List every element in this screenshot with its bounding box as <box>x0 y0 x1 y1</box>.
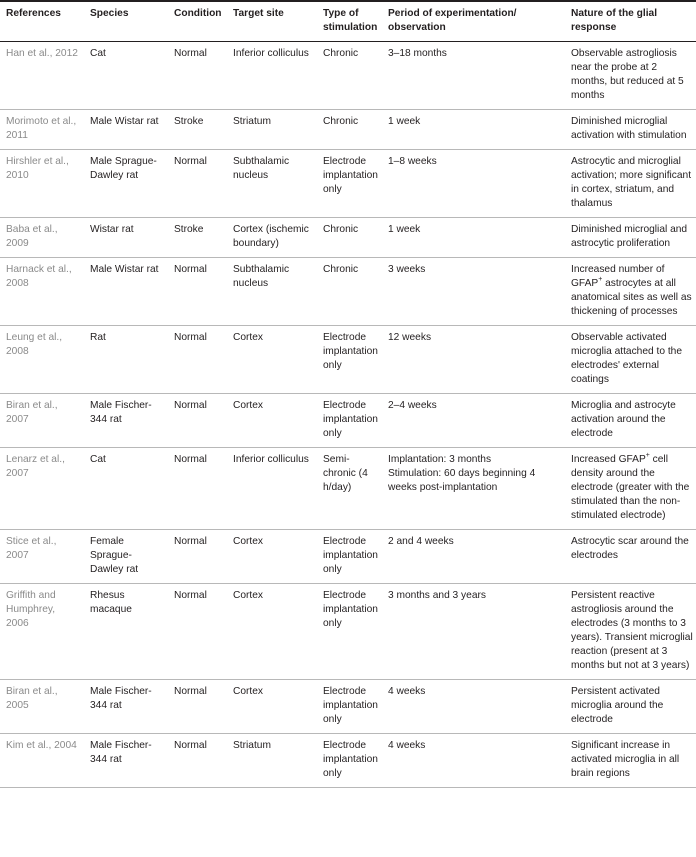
header-target-site: Target site <box>227 1 317 42</box>
cell-condition: Normal <box>168 258 227 326</box>
period-line: 1 week <box>388 116 421 127</box>
cell-target-site: Subthalamic nucleus <box>227 150 317 218</box>
cell-species: Male Fischer-344 rat <box>84 394 168 448</box>
header-references: References <box>0 1 84 42</box>
cell-stimulation: Electrode implantation only <box>317 394 382 448</box>
table-row <box>0 734 696 788</box>
cell-stimulation: Chronic <box>317 218 382 258</box>
table-row <box>0 448 696 530</box>
cell-species: Cat <box>84 42 168 110</box>
cell-target-site: Cortex <box>227 326 317 394</box>
cell-period <box>382 734 567 788</box>
cell-stimulation: Chronic <box>317 110 382 150</box>
cell-stimulation: Semi-chronic (4 h/day) <box>317 448 382 530</box>
superscript-plus: + <box>598 275 603 283</box>
cell-reference: Morimoto et al., 2011 <box>0 110 84 150</box>
period-line: 1 week <box>388 224 421 235</box>
cell-target-site: Striatum <box>227 734 317 788</box>
cell-species: Rhesus macaque <box>84 584 168 680</box>
cell-glial-response: Increased GFAP+ cell density around the electrode (greater with the stimulated than the non-stimulated electrode) <box>567 448 696 530</box>
cell-reference: Lenarz et al., 2007 <box>0 448 84 530</box>
cell-reference: Han et al., 2012 <box>0 42 84 110</box>
cell-condition: Normal <box>168 394 227 448</box>
period-line: 2 and 4 weeks <box>388 536 454 547</box>
cell-glial-response: Diminished microglial activation with stimulation <box>567 110 696 150</box>
header-species: Species <box>84 1 168 42</box>
cell-condition: Stroke <box>168 218 227 258</box>
cell-stimulation: Electrode implantation only <box>317 326 382 394</box>
cell-target-site: Inferior colliculus <box>227 448 317 530</box>
table-body <box>0 42 696 788</box>
cell-target-site: Cortex <box>227 584 317 680</box>
table-row <box>0 530 696 584</box>
cell-stimulation: Electrode implantation only <box>317 150 382 218</box>
cell-period <box>382 42 567 110</box>
cell-species: Male Fischer-344 rat <box>84 680 168 734</box>
cell-stimulation: Chronic <box>317 42 382 110</box>
period-line: 12 weeks <box>388 332 432 343</box>
cell-reference: Biran et al., 2005 <box>0 680 84 734</box>
period-line: 2–4 weeks <box>388 400 437 411</box>
cell-reference: Leung et al., 2008 <box>0 326 84 394</box>
table-header <box>0 1 696 42</box>
header-row <box>0 1 696 42</box>
cell-condition: Normal <box>168 42 227 110</box>
header-period: Period of experimentation/ observation <box>382 1 567 42</box>
cell-glial-response: Persistent reactive astrogliosis around the electrodes (3 months to 3 years). Transient microglial reaction (present at 3 months but not at 3 years) <box>567 584 696 680</box>
cell-period <box>382 448 567 530</box>
cell-condition: Normal <box>168 326 227 394</box>
cell-glial-response: Diminished microglial and astrocytic proliferation <box>567 218 696 258</box>
cell-species: Male Wistar rat <box>84 258 168 326</box>
table-row <box>0 110 696 150</box>
period-line: 3 months and 3 years <box>388 590 486 601</box>
cell-reference: Griffith and Humphrey, 2006 <box>0 584 84 680</box>
header-glial-response: Nature of the glial response <box>567 1 696 42</box>
cell-stimulation: Electrode implantation only <box>317 680 382 734</box>
cell-glial-response: Persistent activated microglia around the electrode <box>567 680 696 734</box>
cell-glial-response: Microglia and astrocyte activation around the electrode <box>567 394 696 448</box>
cell-period <box>382 110 567 150</box>
cell-target-site: Cortex <box>227 680 317 734</box>
cell-species: Rat <box>84 326 168 394</box>
table-row <box>0 680 696 734</box>
cell-reference: Baba et al., 2009 <box>0 218 84 258</box>
cell-target-site: Subthalamic nucleus <box>227 258 317 326</box>
period-line: Stimulation: 60 days beginning 4 weeks post-implantation <box>388 468 536 493</box>
table-row <box>0 394 696 448</box>
cell-stimulation: Electrode implantation only <box>317 584 382 680</box>
cell-period <box>382 218 567 258</box>
period-line: Implantation: 3 months <box>388 454 492 465</box>
cell-condition: Normal <box>168 448 227 530</box>
cell-reference: Kim et al., 2004 <box>0 734 84 788</box>
cell-glial-response: Observable activated microglia attached to the electrodes' external coatings <box>567 326 696 394</box>
cell-species: Wistar rat <box>84 218 168 258</box>
period-line: 3–18 months <box>388 48 447 59</box>
cell-target-site: Striatum <box>227 110 317 150</box>
cell-species: Cat <box>84 448 168 530</box>
cell-reference: Stice et al., 2007 <box>0 530 84 584</box>
cell-condition: Normal <box>168 734 227 788</box>
table-row <box>0 584 696 680</box>
table-row <box>0 42 696 110</box>
period-line: 1–8 weeks <box>388 156 437 167</box>
cell-glial-response: Significant increase in activated microglia in all brain regions <box>567 734 696 788</box>
cell-target-site: Cortex <box>227 530 317 584</box>
cell-period <box>382 584 567 680</box>
cell-target-site: Cortex <box>227 394 317 448</box>
header-stimulation: Type of stimulation <box>317 1 382 42</box>
period-line: 3 weeks <box>388 264 426 275</box>
cell-condition: Stroke <box>168 110 227 150</box>
table-row <box>0 218 696 258</box>
cell-period <box>382 258 567 326</box>
header-condition: Condition <box>168 1 227 42</box>
cell-period <box>382 394 567 448</box>
cell-glial-response: Observable astrogliosis near the probe at 2 months, but reduced at 5 months <box>567 42 696 110</box>
period-line: 4 weeks <box>388 740 426 751</box>
cell-glial-response: Astrocytic and microglial activation; more significant in cortex, striatum, and thalamus <box>567 150 696 218</box>
cell-condition: Normal <box>168 530 227 584</box>
cell-glial-response: Increased number of GFAP+ astrocytes at all anatomical sites as well as thickening of processes <box>567 258 696 326</box>
cell-stimulation: Electrode implantation only <box>317 734 382 788</box>
cell-glial-response: Astrocytic scar around the electrodes <box>567 530 696 584</box>
cell-period <box>382 530 567 584</box>
cell-reference: Biran et al., 2007 <box>0 394 84 448</box>
cell-species: Male Sprague-Dawley rat <box>84 150 168 218</box>
cell-condition: Normal <box>168 584 227 680</box>
cell-reference: Hirshler et al., 2010 <box>0 150 84 218</box>
cell-condition: Normal <box>168 150 227 218</box>
superscript-plus: + <box>645 451 650 459</box>
cell-period <box>382 326 567 394</box>
period-line: 4 weeks <box>388 686 426 697</box>
cell-target-site: Inferior colliculus <box>227 42 317 110</box>
table-row <box>0 326 696 394</box>
cell-species: Female Sprague-Dawley rat <box>84 530 168 584</box>
cell-period <box>382 680 567 734</box>
cell-stimulation: Chronic <box>317 258 382 326</box>
cell-species: Male Fischer-344 rat <box>84 734 168 788</box>
cell-period <box>382 150 567 218</box>
cell-reference: Harnack et al., 2008 <box>0 258 84 326</box>
cell-condition: Normal <box>168 680 227 734</box>
cell-target-site: Cortex (ischemic boundary) <box>227 218 317 258</box>
cell-stimulation: Electrode implantation only <box>317 530 382 584</box>
cell-species: Male Wistar rat <box>84 110 168 150</box>
table-row <box>0 258 696 326</box>
table-row <box>0 150 696 218</box>
